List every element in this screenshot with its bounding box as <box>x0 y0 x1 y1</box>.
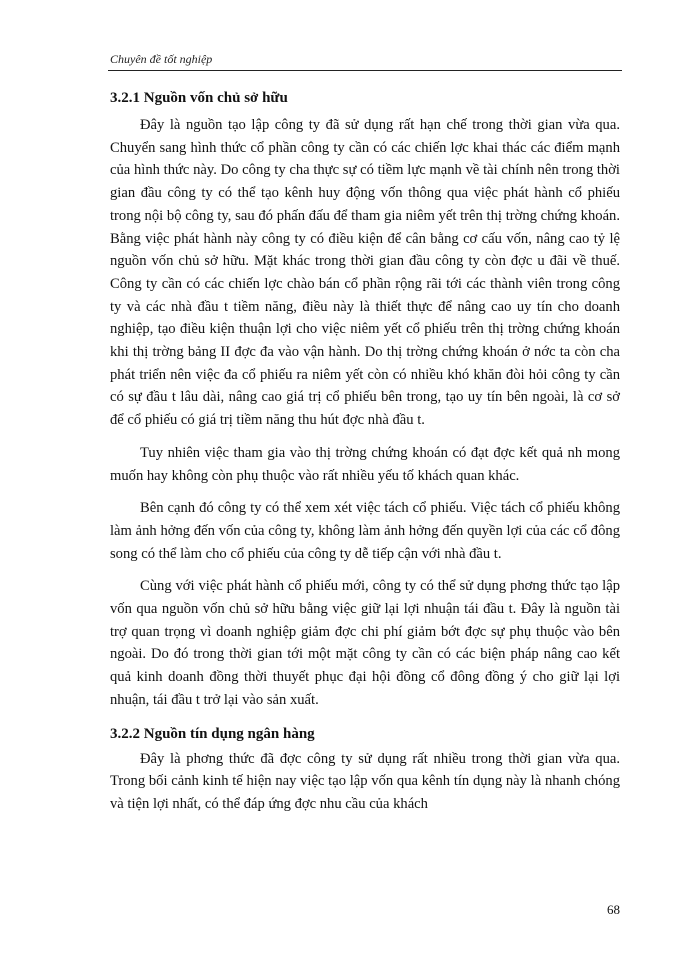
section-heading-3-2-1: 3.2.1 Nguồn vốn chủ sở hữu <box>110 90 288 106</box>
paragraph: Bên cạnh đó công ty có thể xem xét việc tách cổ phiếu. Việc tách cổ phiếu không làm ảnh hởng đến vốn của công ty, không làm ảnh hởng đến quyền lợi của các cổ đông song có thể làm cho cổ phiếu của công ty dễ tiếp cận với nhà đầu t. <box>110 500 620 562</box>
paragraph: Tuy nhiên việc tham gia vào thị trờng chứng khoán có đạt đợc kết quả nh mong muốn hay không còn phụ thuộc vào rất nhiều yếu tố khách quan khác. <box>110 444 620 484</box>
section-heading-3-2-2: 3.2.2 Nguồn tín dụng ngân hàng <box>110 725 315 742</box>
paragraph: Đây là nguồn tạo lập công ty đã sử dụng rất hạn chế trong thời gian vừa qua. Chuyển sang hình thức cổ phần công ty cần có các chiến lợc khai thác các điểm mạnh của hình thức này. Do công ty cha thực sự có tiềm lực mạnh về tài chính nên trong thời gian đầu công ty có thể tạo kênh huy động vốn thông qua việc phát hành cổ phiếu trong nội bộ công ty, sau đó phấn đấu để tham gia niêm yết trên thị trờng chứng khoán. Bằng việc phát hành này công ty có điều kiện để cân bằng cơ cấu vốn, nâng cao tỷ lệ nguồn vốn chủ sở hữu. Mặt khác trong thời gian đầu công ty còn đợc u đãi về thuế. Công ty cần có các chiến lợc chào bán cổ phần rộng rãi tới các thành viên trong công ty và các nhà đầu t tiềm năng, điều này là thiết thực để nâng cao uy tín cho doanh nghiệp, tạo điều kiện thuận lợi cho việc niêm yết cổ phiếu trên thị trờng chứng khoán khi thị trờng bảng II đợc đa vào vận hành. Do thị trờng chứng khoán ở nớc ta còn cha phát triển nên việc đa cổ phiếu ra niêm yết còn có nhiều khó khăn đòi hỏi công ty cần có sự đầu t lâu dài, nâng cao giá trị cổ phiếu bên trong, tạo uy tín bên ngoài, là cơ sở để cổ phiếu có giá trị tiềm năng thu hút đợc nhà đầu t. <box>110 117 620 429</box>
paragraph: Đây là phơng thức đã đợc công ty sử dụng rất nhiều trong thời gian vừa qua. Trong bối cảnh kinh tế hiện nay việc tạo lập vốn qua kênh tín dụng này là nhanh chóng và tiện lợi nhất, có thể đáp ứng đợc nhu cầu của khách <box>110 750 620 812</box>
running-header: Chuyên đề tốt nghiệp <box>110 52 213 66</box>
header-divider <box>108 70 622 71</box>
document-body <box>110 86 620 826</box>
paragraph: Cùng với việc phát hành cổ phiếu mới, công ty có thể sử dụng phơng thức tạo lập vốn qua nguồn vốn chủ sở hữu bằng việc giữ lại lợi nhuận tái đầu t. Đây là nguồn tài trợ quan trọng vì doanh nghiệp giảm đợc chi phí giảm bớt đợc sự phụ thuộc vào bên ngoài. Do đó trong thời gian tới một mặt công ty cần có các biện pháp nâng cao kết quả kinh doanh đồng thời thuyết phục đại hội đồng cổ đông đồng ý cho giữ lại lợi nhuận, tái đầu t trở lại vào sản xuất. <box>110 578 620 708</box>
page-number: 68 <box>607 902 620 917</box>
